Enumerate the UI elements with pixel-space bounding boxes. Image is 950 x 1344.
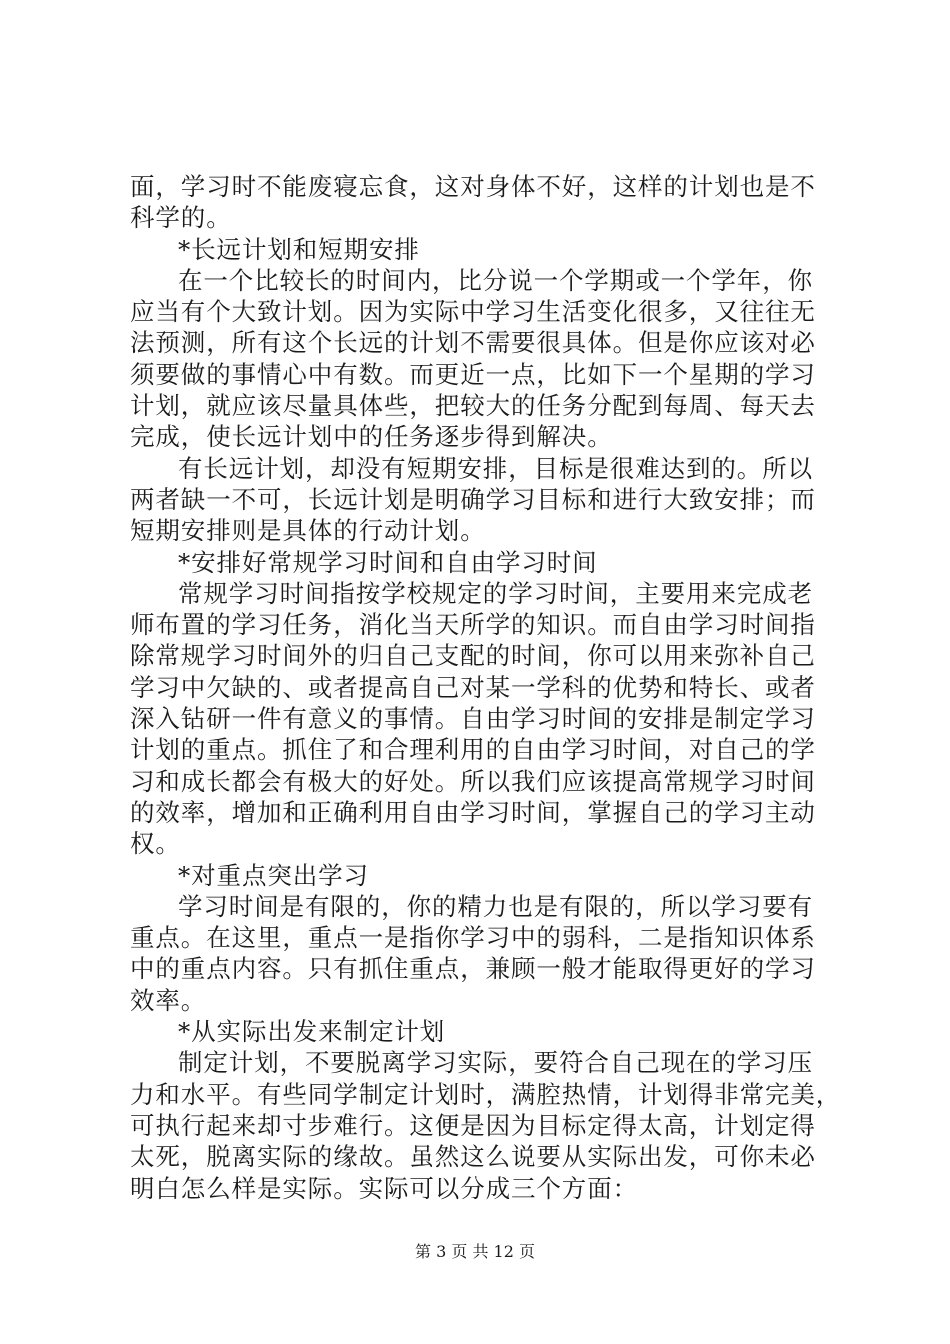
text-line: 须要做的事情心中有数。而更近一点，比如下一个星期的学习 [130, 359, 816, 389]
text-line: 师布置的学习任务，消化当天所学的知识。而自由学习时间指 [130, 610, 816, 640]
text-line: 重点。在这里，重点一是指你学习中的弱科，二是指知识体系 [130, 923, 816, 953]
text-line: 面，学习时不能废寝忘食，这对身体不好，这样的计划也是不 [130, 172, 816, 201]
text-line: 有长远计划，却没有短期安排，目标是很难达到的。所以 [178, 453, 813, 483]
text-line: 中的重点内容。只有抓住重点，兼顾一般才能取得更好的学习 [130, 954, 816, 984]
page-footer: 第 3 页 共 12 页 [415, 1242, 535, 1261]
text-line: 完成，使长远计划中的任务逐步得到解决。 [130, 422, 613, 452]
text-line: 在一个比较长的时间内，比分说一个学期或一个学年，你 [178, 265, 813, 295]
text-line: 应当有个大致计划。因为实际中学习生活变化很多，又往往无 [130, 297, 816, 327]
text-line: 习和成长都会有极大的好处。所以我们应该提高常规学习时间 [130, 766, 816, 796]
text-line: 科学的。 [130, 203, 232, 233]
section-heading: *从实际出发来制定计划 [178, 1017, 446, 1047]
section-heading: *安排好常规学习时间和自由学习时间 [178, 547, 598, 577]
text-line: 计划的重点。抓住了和合理利用的自由学习时间，对自己的学 [130, 735, 816, 765]
text-line: 计划，就应该尽量具体些，把较大的任务分配到每周、每天去 [130, 391, 816, 421]
text-line: 学习中欠缺的、或者提高自己对某一学科的优势和特长、或者 [130, 672, 816, 702]
text-line: 法预测，所有这个长远的计划不需要很具体。但是你应该对必 [130, 328, 816, 358]
section-heading: *对重点突出学习 [178, 860, 369, 890]
text-line: 明白怎么样是实际。实际可以分成三个方面： [130, 1173, 638, 1203]
text-line: 效率。 [130, 985, 207, 1015]
text-line: 可执行起来却寸步难行。这便是因为目标定得太高，计划定得 [130, 1110, 816, 1140]
text-line: 学习时间是有限的，你的精力也是有限的，所以学习要有 [178, 891, 813, 921]
text-line: 深入钻研一件有意义的事情。自由学习时间的安排是制定学习 [130, 704, 816, 734]
text-line: 力和水平。有些同学制定计划时，满腔热情，计划得非常完美， [130, 1079, 842, 1109]
text-line: 的效率，增加和正确利用自由学习时间，掌握自己的学习主动 [130, 797, 816, 827]
text-line: 太死，脱离实际的缘故。虽然这么说要从实际出发，可你未必 [130, 1142, 816, 1172]
document-body [130, 171, 842, 1204]
section-heading: *长远计划和短期安排 [178, 234, 420, 264]
text-line: 权。 [130, 829, 181, 859]
text-line: 短期安排则是具体的行动计划。 [130, 516, 486, 546]
text-line: 除常规学习时间外的归自己支配的时间，你可以用来弥补自己 [130, 641, 816, 671]
text-line: 常规学习时间指按学校规定的学习时间，主要用来完成老 [178, 578, 813, 608]
text-line: 两者缺一不可，长远计划是明确学习目标和进行大致安排；而 [130, 484, 816, 514]
text-line: 制定计划，不要脱离学习实际，要符合自己现在的学习压 [178, 1048, 813, 1078]
